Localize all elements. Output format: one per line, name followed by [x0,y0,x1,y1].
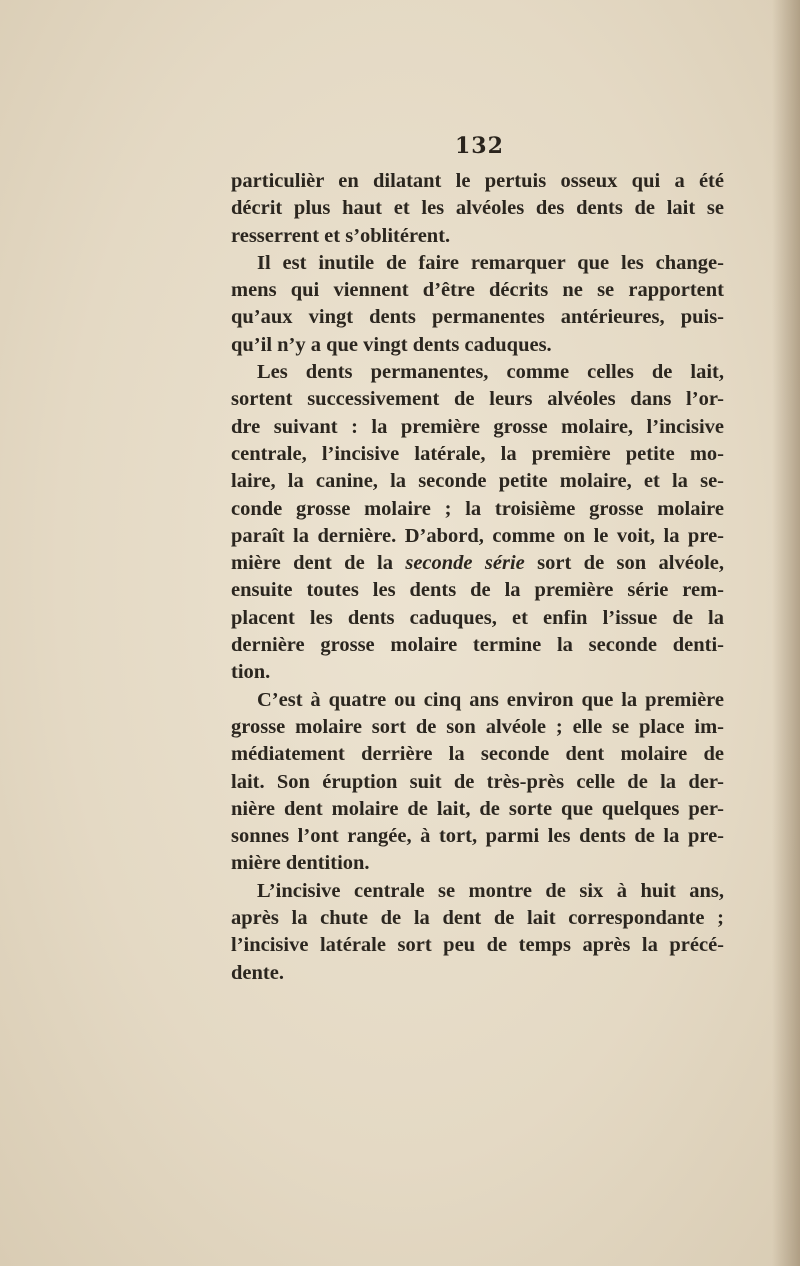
paragraph [231,168,724,250]
paragraph [231,687,724,878]
text-line: Les dents permanentes, comme celles de lait, [257,361,724,384]
text-line: Il est inutile de faire remarquer que les change- [257,251,724,274]
text-line: nière dent molaire de lait, de sorte que quelques per- [231,797,724,820]
paragraph [231,878,724,987]
text-line: dre suivant : la première grosse molaire, l’incisive [231,415,724,438]
text-line: sortent successivement de leurs alvéoles dans l’or- [231,388,724,411]
text-line: mière dent de la seconde série sort de son alvéole, [231,552,724,575]
text-line: centrale, l’incisive latérale, la première petite mo- [231,442,724,465]
page-number: 132 [455,133,504,159]
text-line: dernière grosse molaire termine la seconde denti- [231,634,724,657]
text-line: particulièr en dilatant le pertuis osseux qui a été [231,170,724,192]
text-line: l’incisive latérale sort peu de temps après la précé- [231,934,724,957]
text-line: qu’il n’y a que vingt dents caduques. [231,333,552,356]
text-line: sonnes l’ont rangée, à tort, parmi les dents de la pre- [231,825,724,848]
text-line: L’incisive centrale se montre de six à huit ans, [257,879,724,902]
italic-text: seconde série [405,552,525,575]
text-line: qu’aux vingt dents permanentes antérieures, puis- [231,306,724,329]
page-edge-shadow [772,0,800,1266]
text-line: resserrent et s’oblitérent. [231,224,451,247]
text-line: après la chute de la dent de lait correspondante ; [231,907,724,930]
text-line: ensuite toutes les dents de la première série rem- [231,579,724,602]
paragraph [231,250,724,359]
text-line: médiatement derrière la seconde dent molaire de [231,743,724,766]
body-text [231,168,724,987]
text-line: mière dentition. [231,852,370,875]
text-line: décrit plus haut et les alvéoles des dents de lait se [231,197,724,220]
text-line: lait. Son éruption suit de très-près celle de la der- [231,770,724,793]
text-line: dente. [231,961,284,984]
text-line: laire, la canine, la seconde petite molaire, et la se- [231,470,724,493]
text-line: paraît la dernière. D’abord, comme on le voit, la pre- [231,524,724,547]
text-line: placent les dents caduques, et enfin l’issue de la [231,606,724,629]
text-line: mens qui viennent d’être décrits ne se rapportent [231,279,724,302]
paragraph [231,359,724,687]
text-line: C’est à quatre ou cinq ans environ que la première [257,688,724,711]
text-line: tion. [231,661,271,684]
text-line: grosse molaire sort de son alvéole ; elle se place im- [231,715,724,738]
text-line: conde grosse molaire ; la troisième grosse molaire [231,497,724,520]
